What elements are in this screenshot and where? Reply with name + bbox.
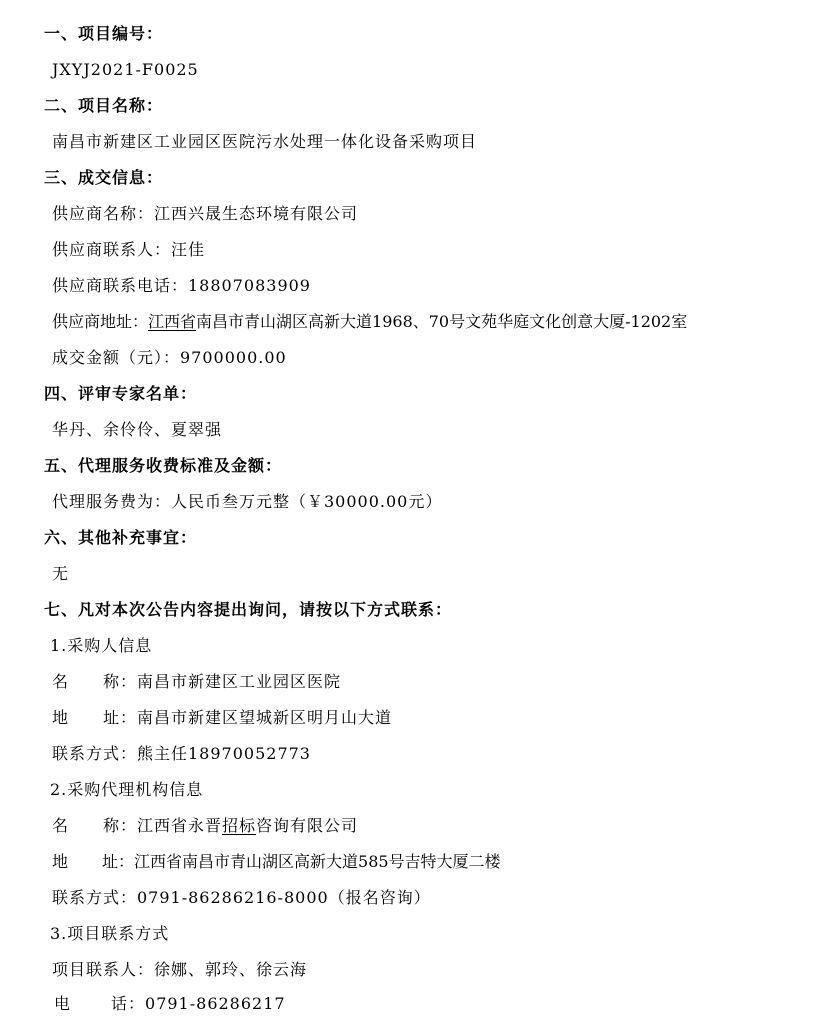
service-fee: 代理服务费为：人民币叁万元整（￥30000.00元） bbox=[52, 492, 443, 511]
supplier-address bbox=[52, 310, 687, 334]
project-number: JXYJ2021-F0025 bbox=[52, 60, 199, 79]
supplier-name: 供应商名称：江西兴晟生态环境有限公司 bbox=[52, 204, 359, 223]
purchaser-address-label-a: 地 bbox=[52, 708, 70, 727]
agency-contact: 联系方式：0791-86286216-8000（报名咨询） bbox=[52, 888, 431, 907]
purchaser-name-label-a: 名 bbox=[52, 672, 70, 691]
section-3-heading: 三、成交信息： bbox=[44, 168, 164, 187]
project-contacts: 项目联系人：徐娜、郭玲、徐云海 bbox=[52, 960, 308, 979]
project-contact-title: 3.项目联系方式 bbox=[50, 924, 170, 943]
supplier-address-label: 供应商地址： bbox=[52, 312, 149, 331]
section-7-heading: 七、凡对本次公告内容提出询问，请按以下方式联系： bbox=[44, 600, 453, 619]
agency-title: 2.采购代理机构信息 bbox=[50, 780, 204, 799]
section-2-heading: 二、项目名称： bbox=[44, 96, 164, 115]
purchaser-title: 1.采购人信息 bbox=[50, 636, 153, 655]
purchaser-name bbox=[52, 670, 341, 694]
agency-name-part-1: 称：江西省永晋 bbox=[103, 816, 223, 835]
agency-name-part-3: 咨询有限公司 bbox=[256, 816, 359, 835]
agency-name bbox=[52, 814, 358, 838]
section-4-heading: 四、评审专家名单： bbox=[44, 384, 198, 403]
deal-amount: 成交金额（元）：9700000.00 bbox=[52, 348, 287, 367]
agency-address bbox=[52, 850, 501, 874]
agency-name-label-a: 名 bbox=[52, 816, 70, 835]
project-phone-label-a: 电 bbox=[54, 994, 72, 1013]
agency-address-label-b: 址：江西省南昌市青山湖区高新大道585号吉特大厦二楼 bbox=[102, 852, 501, 871]
agency-address-label-a: 地 bbox=[52, 852, 69, 871]
project-name: 南昌市新建区工业园区医院污水处理一体化设备采购项目 bbox=[52, 132, 478, 151]
other-matters: 无 bbox=[52, 564, 70, 583]
supplier-phone: 供应商联系电话：18807083909 bbox=[52, 276, 311, 295]
agency-name-part-2: 招标 bbox=[222, 816, 257, 835]
purchaser-address bbox=[52, 706, 392, 730]
expert-list: 华丹、余伶伶、夏翠强 bbox=[52, 420, 223, 439]
supplier-address-province: 江西省 bbox=[148, 312, 197, 331]
project-phone bbox=[54, 992, 286, 1016]
supplier-contact: 供应商联系人：汪佳 bbox=[52, 240, 206, 259]
purchaser-address-label-b: 址：南昌市新建区望城新区明月山大道 bbox=[103, 708, 393, 727]
project-phone-label-b: 话：0791-86286217 bbox=[111, 994, 286, 1013]
purchaser-contact: 联系方式：熊主任18970052773 bbox=[52, 744, 311, 763]
section-1-heading: 一、项目编号： bbox=[44, 24, 164, 43]
purchaser-name-label-b: 称：南昌市新建区工业园区医院 bbox=[103, 672, 342, 691]
section-5-heading: 五、代理服务收费标准及金额： bbox=[44, 456, 283, 475]
supplier-address-rest: 南昌市青山湖区高新大道1968、70号文苑华庭文化创意大厦-1202室 bbox=[196, 312, 688, 331]
section-6-heading: 六、其他补充事宜： bbox=[44, 528, 198, 547]
